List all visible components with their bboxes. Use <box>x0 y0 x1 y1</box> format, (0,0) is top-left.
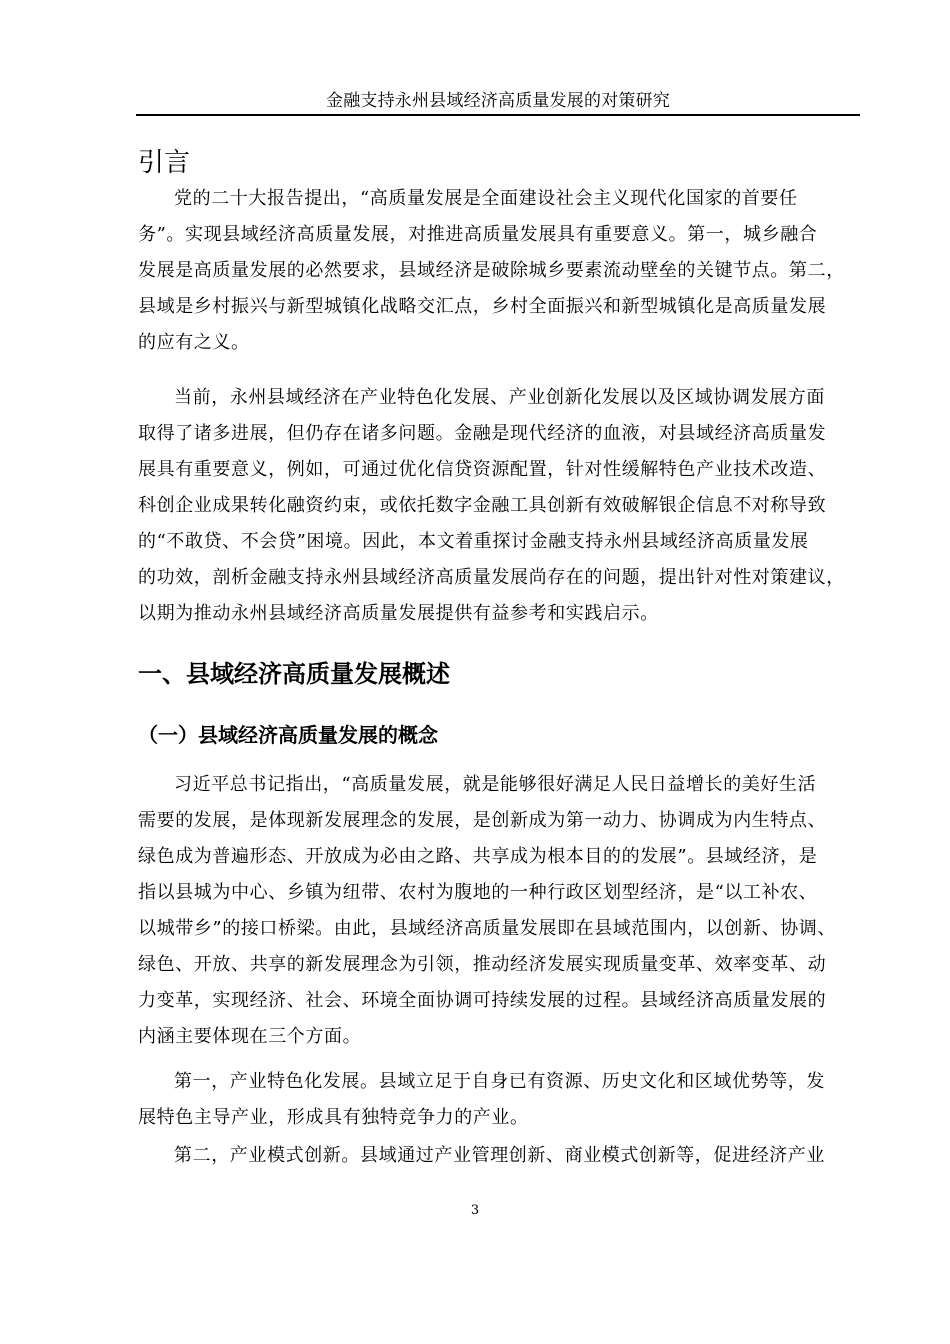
running-header: 金融支持永州县域经济高质量发展的对策研究 <box>136 88 860 116</box>
text-line: 当前，永州县域经济在产业特色化发展、产业创新化发展以及区域协调发展方面 <box>174 387 825 408</box>
text-line: 的应有之义。 <box>138 332 250 353</box>
intro-paragraph-2 <box>138 380 864 632</box>
text-line: 的功效，剖析金融支持永州县域经济高质量发展尚存在的问题，提出针对性对策建议， <box>138 567 845 588</box>
text-line: 第二，产业模式创新。县域通过产业管理创新、商业模式创新等，促进经济产业 <box>174 1145 825 1166</box>
text-line: 绿色、开放、共享的新发展理念为引领，推动经济发展实现质量变革、效率变革、动 <box>138 954 827 975</box>
concept-paragraph-2 <box>138 1064 864 1136</box>
text-line: 内涵主要体现在三个方面。 <box>138 1026 362 1047</box>
section-heading: 一、县域经济高质量发展概述 <box>138 660 450 688</box>
text-line: 绿色成为普遍形态、开放成为必由之路、共享成为根本目的的发展”。县域经济，是 <box>138 846 818 867</box>
intro-heading: 引言 <box>138 148 191 178</box>
text-line: 发展是高质量发展的必然要求，县域经济是破除城乡要素流动壁垒的关键节点。第二， <box>138 260 845 281</box>
subsection-heading: （一）县域经济高质量发展的概念 <box>138 723 438 747</box>
text-line: 党的二十大报告提出，“高质量发展是全面建设社会主义现代化国家的首要任 <box>174 188 798 209</box>
text-line: 展特色主导产业，形成具有独特竞争力的产业。 <box>138 1107 529 1128</box>
text-line: 指以县城为中心、乡镇为纽带、农村为腹地的一种行政区划型经济，是“以工补农、 <box>138 882 818 903</box>
text-line: 务”。实现县域经济高质量发展，对推进高质量发展具有重要意义。第一，城乡融合 <box>138 224 818 245</box>
text-line: 以城带乡”的接口桥梁。由此，县域经济高质量发展即在县域范围内，以创新、协调、 <box>138 918 836 939</box>
intro-paragraph-1 <box>138 181 864 361</box>
page-number: 3 <box>470 1203 480 1218</box>
text-line: 取得了诸多进展，但仍存在诸多问题。金融是现代经济的血液，对县域经济高质量发 <box>138 423 827 444</box>
text-line: 力变革，实现经济、社会、环境全面协调可持续发展的过程。县域经济高质量发展的 <box>138 990 827 1011</box>
concept-paragraph-1 <box>138 767 864 1055</box>
concept-paragraph-3 <box>138 1138 864 1174</box>
text-line: 的“不敢贷、不会贷”困境。因此，本文着重探讨金融支持永州县域经济高质量发展 <box>138 531 809 552</box>
text-line: 县域是乡村振兴与新型城镇化战略交汇点，乡村全面振兴和新型城镇化是高质量发展 <box>138 296 827 317</box>
text-line: 习近平总书记指出，“高质量发展，就是能够很好满足人民日益增长的美好生活 <box>174 774 817 795</box>
text-line: 科创企业成果转化融资约束，或依托数字金融工具创新有效破解银企信息不对称导致 <box>138 495 827 516</box>
text-line: 第一，产业特色化发展。县域立足于自身已有资源、历史文化和区域优势等，发 <box>174 1071 825 1092</box>
text-line: 展具有重要意义，例如，可通过优化信贷资源配置，针对性缓解特色产业技术改造、 <box>138 459 827 480</box>
text-line: 需要的发展，是体现新发展理念的发展，是创新成为第一动力、协调成为内生特点、 <box>138 810 827 831</box>
text-line: 以期为推动永州县域经济高质量发展提供有益参考和实践启示。 <box>138 603 659 624</box>
